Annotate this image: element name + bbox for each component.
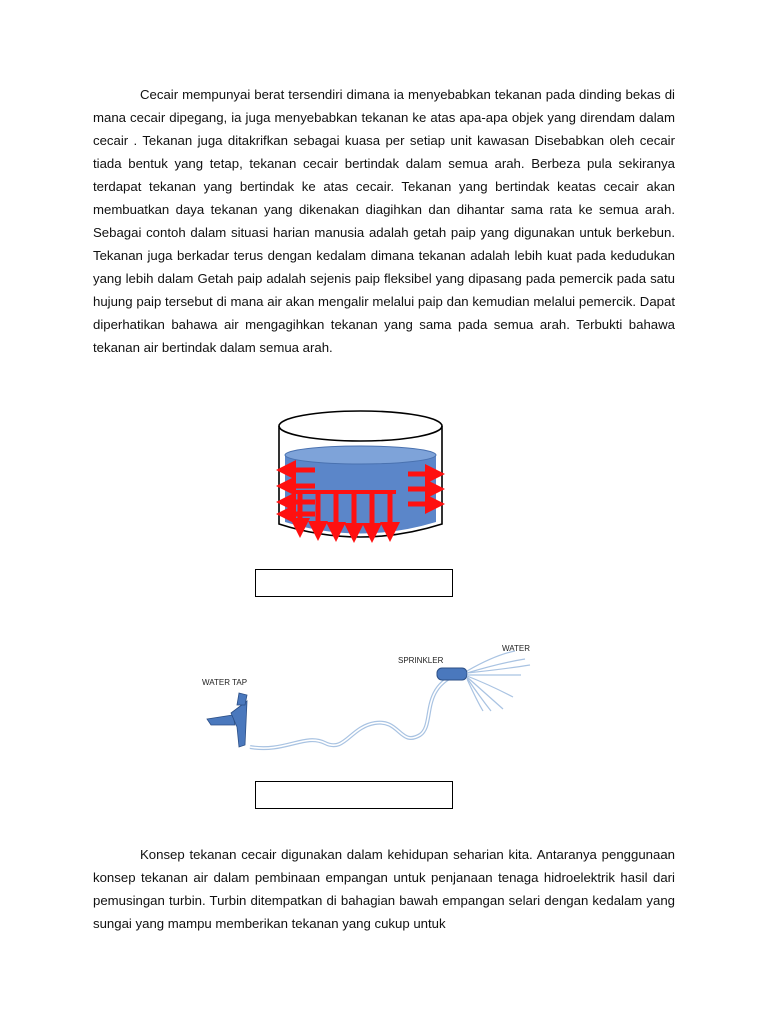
- caption-box-figure-2: [255, 781, 453, 809]
- hose-sprinkler-figure: [195, 635, 550, 765]
- water-surface: [285, 446, 436, 464]
- water-tap-icon: [207, 693, 247, 747]
- paragraph-intro: Cecair mempunyai berat tersendiri dimana ia menyebabkan tekanan pada dinding bekas di mana cecair dipegang, ia juga menyebabkan tekanan ke atas apa-apa objek yang direndam dalam cecair . Tekanan juga ditakrifkan sebagai kuasa per setiap unit kawasan Disebabkan oleh cecair tiada bentuk yang tetap, tekanan cecair bertindak dalam semua arah. Berbeza pula sekiranya terdapat tekanan yang bertindak ke atas cecair. Tekanan yang bertindak keatas cecair akan membuatkan daya tekanan yang dikenakan diagihkan dan dihantar sama rata ke semua arah. Sebagai contoh dalam situasi harian manusia adalah getah paip yang digunakan untuk berkebun. Tekanan juga berkadar terus dengan kedalam dimana tekanan adalah lebih kuat pada kedudukan yang lebih dalam Getah paip adalah sejenis paip fleksibel yang dipasang pada pemercik pada satu hujung paip tersebut di mana air akan mengalir melalui paip dan kemudian melalui pemercik. Dapat diperhatikan bahawa air mengagihkan tekanan yang sama pada semua arah. Terbukti bahawa tekanan air bertindak dalam semua arah.: [93, 87, 675, 355]
- sprinkler-icon: [437, 668, 467, 680]
- garden-hose: [250, 675, 455, 748]
- water-body: [285, 455, 436, 534]
- container-rim: [279, 411, 442, 441]
- caption-box-figure-1: [255, 569, 453, 597]
- paragraph-dam: Konsep tekanan cecair digunakan dalam kehidupan seharian kita. Antaranya penggunaan konsep tekanan air dalam pembinaan empangan untuk penjanaan tenaga hidroelektrik hasil dari pemusingan turbin. Turbin ditempatkan di bahagian bawah empangan selari dengan kedalam yang sungai yang mampu memberikan tekanan yang cukup untuk: [93, 847, 675, 931]
- water-spray: [467, 651, 530, 711]
- label-water: WATER: [502, 644, 530, 653]
- label-sprinkler: SPRINKLER: [398, 656, 444, 665]
- pressure-container-figure: [270, 400, 460, 545]
- label-water-tap: WATER TAP: [202, 678, 248, 687]
